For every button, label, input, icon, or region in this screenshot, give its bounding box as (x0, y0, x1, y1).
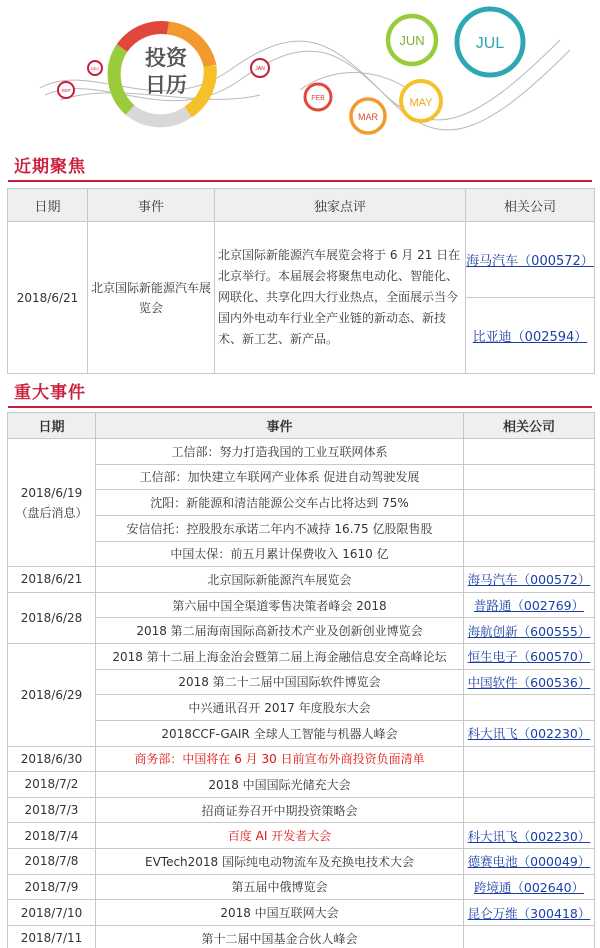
event-company-cell (464, 900, 595, 926)
event-date (8, 592, 96, 643)
event-company-cell (464, 618, 595, 644)
event-date-text: 2018/7/8 (24, 854, 79, 869)
event-company-cell (464, 772, 595, 798)
event-date-text: 2018/6/19 (20, 485, 83, 500)
event-company-cell (464, 720, 595, 746)
month-dec: DEC (90, 66, 100, 71)
company-link[interactable]: 昆仑万维（300418） (467, 905, 591, 921)
focus-header-comment: 独家点评 (215, 189, 466, 222)
company-link[interactable]: 海航创新（600555） (467, 623, 591, 639)
event-date-note: （盘后消息） (15, 505, 88, 520)
event-title: 2018CCF-GAIR 全球人工智能与机器人峰会 (96, 720, 464, 746)
company-link[interactable]: 海马汽车（000572） (466, 254, 594, 269)
table-row (8, 849, 595, 875)
event-title: 中兴通讯召开 2017 年度股东大会 (96, 695, 464, 721)
event-date (8, 567, 96, 593)
event-date-text: 2018/6/21 (20, 572, 83, 587)
event-date (8, 772, 96, 798)
company-link[interactable]: 恒生电子（600570） (467, 649, 591, 665)
event-title: 商务部：中国将在 6 月 30 日前宣布外商投资负面清单 (96, 746, 464, 772)
event-title: 北京国际新能源汽车展览会 (96, 567, 464, 593)
event-company-cell (464, 541, 595, 567)
event-company-cell (464, 797, 595, 823)
company-link[interactable]: 科大讯飞（002230） (467, 726, 591, 742)
event-date-text: 2018/7/4 (24, 828, 79, 843)
event-company-cell (464, 567, 595, 593)
table-row (8, 797, 595, 823)
focus-table (7, 188, 595, 374)
event-title: 2018 中国互联网大会 (96, 900, 464, 926)
event-title: 2018 第二十二届中国国际软件博览会 (96, 669, 464, 695)
event-company-cell (464, 695, 595, 721)
calendar-banner (0, 0, 600, 150)
table-row (8, 900, 595, 926)
table-row (8, 669, 595, 695)
event-title: 2018 中国国际光储充大会 (96, 772, 464, 798)
company-link[interactable]: 海马汽车（000572） (467, 572, 591, 588)
event-title: 中国太保：前五月累计保费收入 1610 亿 (96, 541, 464, 567)
event-date (8, 849, 96, 875)
event-company-cell (464, 515, 595, 541)
company-link[interactable]: 科大讯飞（002230） (467, 828, 591, 844)
event-company-cell (464, 592, 595, 618)
month-jun: JUN (399, 33, 425, 48)
event-company-cell (464, 669, 595, 695)
focus-header-event: 事件 (88, 189, 215, 222)
focus-header-date: 日期 (8, 189, 88, 222)
table-row (8, 464, 595, 490)
logo-line2: 日历 (145, 73, 187, 97)
company-link[interactable]: 跨境通（002640） (473, 879, 585, 895)
month-jul: JUL (475, 35, 505, 52)
event-date (8, 925, 96, 948)
table-row (8, 439, 595, 465)
event-date (8, 746, 96, 772)
event-company-cell (464, 849, 595, 875)
table-row (8, 618, 595, 644)
company-link[interactable]: 普路通（002769） (473, 598, 585, 614)
events-header-company: 相关公司 (464, 413, 595, 439)
table-row (8, 541, 595, 567)
table-row (8, 515, 595, 541)
focus-section-header (8, 152, 592, 182)
event-title: 2018 第十二届上海金治会暨第二届上海金融信息安全高峰论坛 (96, 644, 464, 670)
event-date-text: 2018/6/30 (20, 751, 83, 766)
table-row (8, 720, 595, 746)
event-title: 安信信托：控股股东承诺二年内不减持 16.75 亿股限售股 (96, 515, 464, 541)
month-may: MAY (409, 97, 433, 109)
month-feb: FEB (311, 95, 325, 102)
event-date (8, 823, 96, 849)
event-date (8, 900, 96, 926)
event-title: 第五届中俄博览会 (96, 874, 464, 900)
focus-comment: 北京国际新能源汽车展览会将于 6 月 21 日在北京举行。本届展会将聚焦电动化、智能化、网联化、共享化四大行业热点，全面展示当今国内外电动车行业全产业链的新动态、新技术、新工艺、新产品。 (215, 222, 466, 374)
events-section-title: 重大事件 (14, 383, 86, 403)
event-date (8, 797, 96, 823)
event-date-text: 2018/7/3 (24, 803, 79, 818)
event-company-cell (464, 746, 595, 772)
event-company-cell (464, 823, 595, 849)
table-row (8, 925, 595, 948)
table-row (8, 644, 595, 670)
month-sep: SEP (61, 88, 71, 93)
events-header-date: 日期 (8, 413, 96, 439)
events-table-body (8, 439, 595, 948)
company-link[interactable]: 比亚迪（002594） (472, 330, 588, 345)
event-date (8, 874, 96, 900)
event-date-text: 2018/6/28 (20, 610, 83, 625)
event-date-text: 2018/7/10 (20, 905, 83, 920)
event-title: 第六届中国全渠道零售决策者峰会 2018 (96, 592, 464, 618)
focus-section-title: 近期聚焦 (14, 157, 86, 177)
events-header-event: 事件 (96, 413, 464, 439)
event-title: 招商证券召开中期投资策略会 (96, 797, 464, 823)
event-title: 工信部：努力打造我国的工业互联网体系 (96, 439, 464, 465)
focus-header-company: 相关公司 (466, 189, 595, 222)
focus-date: 2018/6/21 (8, 222, 88, 374)
logo-line1: 投资 (145, 46, 187, 70)
table-row (8, 567, 595, 593)
table-row (8, 592, 595, 618)
event-date-text: 2018/7/11 (20, 931, 83, 946)
month-mar: MAR (358, 112, 378, 122)
table-row (8, 695, 595, 721)
event-title: 百度 AI 开发者大会 (96, 823, 464, 849)
calendar-illustration (0, 0, 600, 150)
event-company-cell (464, 644, 595, 670)
month-jan: JAN (255, 66, 265, 72)
focus-event: 北京国际新能源汽车展览会 (88, 222, 215, 374)
event-title: EVTech2018 国际纯电动物流车及充换电技术大会 (96, 849, 464, 875)
event-title: 沈阳：新能源和清洁能源公交车占比将达到 75% (96, 490, 464, 516)
event-company-cell (464, 874, 595, 900)
table-row (8, 874, 595, 900)
event-title: 工信部：加快建立车联网产业体系 促进自动驾驶发展 (96, 464, 464, 490)
event-title: 第十二届中国基金合伙人峰会 (96, 925, 464, 948)
events-table (7, 412, 595, 948)
table-row (8, 490, 595, 516)
event-company-cell (464, 439, 595, 465)
event-date-text: 2018/7/9 (24, 879, 79, 894)
event-company-cell (464, 490, 595, 516)
table-row (8, 823, 595, 849)
event-title: 2018 第二届海南国际高新技术产业及创新创业博览会 (96, 618, 464, 644)
event-company-cell (464, 464, 595, 490)
event-date-text: 2018/7/2 (24, 777, 79, 792)
event-date (8, 644, 96, 747)
table-row (8, 772, 595, 798)
events-section-header (8, 378, 592, 408)
event-date (8, 439, 96, 567)
event-date-text: 2018/6/29 (20, 687, 83, 702)
company-link[interactable]: 中国软件（600536） (467, 674, 591, 690)
table-row (8, 746, 595, 772)
event-company-cell (464, 925, 595, 948)
company-link[interactable]: 德赛电池（000049） (467, 854, 591, 870)
